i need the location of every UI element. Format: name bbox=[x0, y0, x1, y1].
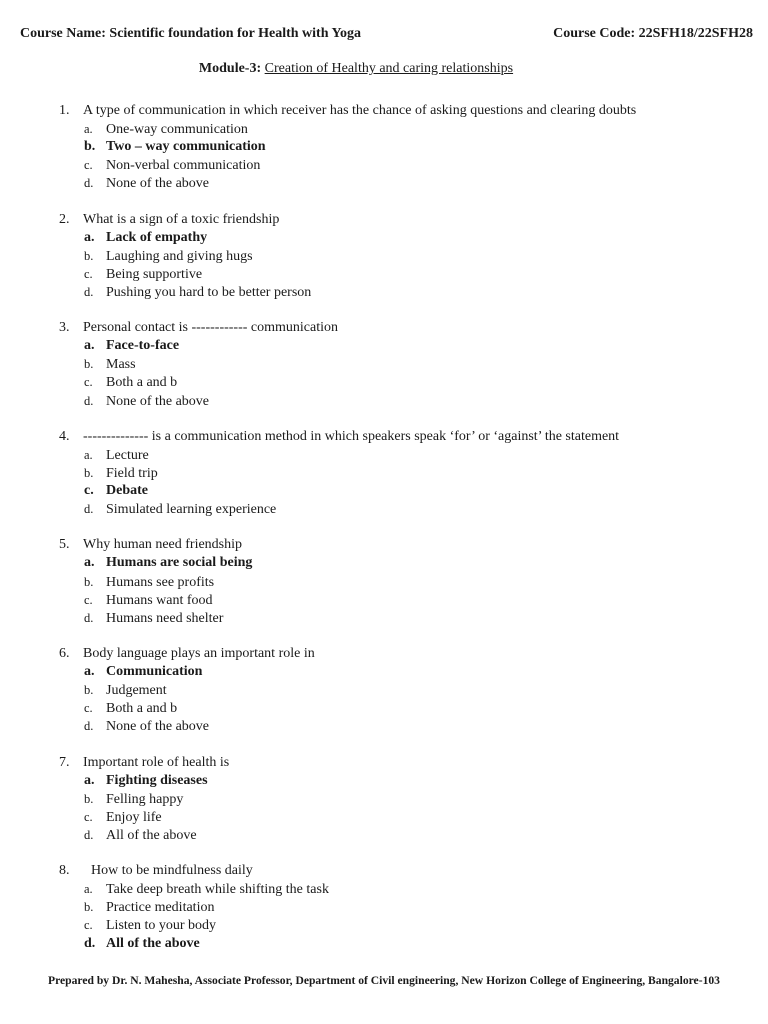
option-letter: b. bbox=[84, 791, 94, 806]
option-letter: c. bbox=[84, 592, 93, 607]
option-text: Felling happy bbox=[106, 791, 184, 807]
option-text: Mass bbox=[106, 357, 136, 373]
option-text: All of the above bbox=[106, 935, 200, 951]
option-letter: d. bbox=[84, 502, 94, 517]
option-b bbox=[84, 573, 214, 591]
question-number: 3. bbox=[59, 320, 70, 336]
question-5-stem bbox=[59, 536, 242, 554]
option-text: Humans are social being bbox=[106, 555, 253, 571]
option-text: Humans want food bbox=[106, 592, 213, 608]
question-text: Important role of health is bbox=[83, 754, 230, 770]
option-b bbox=[84, 247, 253, 265]
option-text: Fighting diseases bbox=[106, 772, 208, 788]
option-a bbox=[84, 446, 149, 464]
option-d bbox=[84, 717, 209, 735]
option-c bbox=[84, 699, 177, 717]
option-c bbox=[84, 373, 177, 391]
option-text: Humans need shelter bbox=[106, 610, 224, 626]
option-text: Humans see profits bbox=[106, 574, 215, 590]
question-list bbox=[0, 102, 768, 971]
option-text: None of the above bbox=[106, 176, 210, 192]
question-8 bbox=[0, 862, 768, 971]
option-text: Judgement bbox=[106, 683, 167, 699]
question-text: -------------- is a communication method in which speakers speak ‘for’ or ‘against’ the statement bbox=[83, 428, 620, 444]
option-text: Pushing you hard to be better person bbox=[106, 284, 312, 300]
option-letter: b. bbox=[84, 465, 94, 480]
option-text: Simulated learning experience bbox=[106, 502, 277, 518]
question-4-stem bbox=[59, 428, 619, 446]
option-text: Debate bbox=[106, 483, 148, 499]
option-letter: d. bbox=[84, 284, 94, 299]
option-text: Being supportive bbox=[106, 266, 203, 282]
option-letter: c. bbox=[84, 701, 93, 716]
option-c bbox=[84, 916, 216, 934]
option-b bbox=[84, 790, 183, 808]
option-d-answer bbox=[84, 935, 200, 953]
option-letter: c. bbox=[84, 158, 93, 173]
option-d bbox=[84, 826, 197, 844]
option-letter: a. bbox=[84, 555, 95, 571]
option-b bbox=[84, 464, 158, 482]
option-letter: d. bbox=[84, 610, 94, 625]
question-6 bbox=[0, 645, 768, 754]
question-1-stem bbox=[59, 102, 636, 120]
option-a-answer bbox=[84, 337, 179, 355]
question-5 bbox=[0, 536, 768, 645]
option-a bbox=[84, 880, 329, 898]
question-2 bbox=[0, 211, 768, 320]
prepared-by-footer: Prepared by Dr. N. Mahesha, Associate Professor, Department of Civil engineering, New Horizon College of Engineering, Bangalore-103 bbox=[48, 974, 720, 987]
question-text: Personal contact is ------------ communication bbox=[83, 320, 339, 336]
option-letter: a. bbox=[84, 664, 95, 680]
option-letter: b. bbox=[84, 248, 94, 263]
option-text: Practice meditation bbox=[106, 900, 215, 916]
question-3-stem bbox=[59, 319, 338, 337]
question-number: 5. bbox=[59, 537, 70, 553]
option-b bbox=[84, 898, 214, 916]
option-letter: b. bbox=[84, 900, 94, 915]
option-text: Take deep breath while shifting the task bbox=[106, 882, 329, 898]
question-text: Why human need friendship bbox=[83, 537, 243, 553]
option-letter: d. bbox=[84, 827, 94, 842]
option-text: Face-to-face bbox=[106, 338, 180, 354]
option-c bbox=[84, 808, 162, 826]
option-letter: a. bbox=[84, 772, 95, 788]
option-a-answer bbox=[84, 772, 208, 790]
option-d bbox=[84, 174, 209, 192]
option-b bbox=[84, 681, 167, 699]
option-d bbox=[84, 392, 209, 410]
option-d bbox=[84, 500, 276, 518]
question-4 bbox=[0, 428, 768, 537]
question-7-stem bbox=[59, 754, 229, 772]
option-text: One-way communication bbox=[106, 122, 248, 138]
question-number: 4. bbox=[59, 428, 70, 444]
option-letter: d. bbox=[84, 176, 94, 191]
option-c-answer bbox=[84, 482, 148, 500]
question-text: How to be mindfulness daily bbox=[91, 863, 253, 879]
option-c bbox=[84, 265, 202, 283]
option-a bbox=[84, 120, 248, 138]
module-name: Creation of Healthy and caring relationships bbox=[264, 61, 514, 76]
question-2-stem bbox=[59, 211, 279, 229]
question-text: What is a sign of a toxic friendship bbox=[83, 211, 280, 227]
option-text: Communication bbox=[106, 664, 203, 680]
option-text: Laughing and giving hugs bbox=[106, 248, 253, 264]
option-b bbox=[84, 355, 136, 373]
question-1 bbox=[0, 102, 768, 211]
option-letter: a. bbox=[84, 229, 95, 245]
option-text: Listen to your body bbox=[106, 918, 217, 934]
option-letter: c. bbox=[84, 375, 93, 390]
option-c bbox=[84, 156, 260, 174]
option-a-answer bbox=[84, 554, 252, 572]
option-text: None of the above bbox=[106, 393, 210, 409]
question-3 bbox=[0, 319, 768, 428]
option-letter: d. bbox=[84, 935, 96, 951]
option-letter: c. bbox=[84, 266, 93, 281]
question-7 bbox=[0, 754, 768, 863]
option-a-answer bbox=[84, 663, 202, 681]
option-d bbox=[84, 609, 223, 627]
course-code: Course Code: 22SFH18/22SFH28 bbox=[553, 26, 753, 41]
option-text: All of the above bbox=[106, 827, 197, 843]
option-letter: c. bbox=[84, 483, 94, 499]
option-c bbox=[84, 591, 213, 609]
option-letter: b. bbox=[84, 574, 94, 589]
option-d bbox=[84, 283, 311, 301]
option-text: None of the above bbox=[106, 719, 210, 735]
option-a-answer bbox=[84, 229, 207, 247]
question-number: 2. bbox=[59, 211, 70, 227]
option-b-answer bbox=[84, 138, 266, 156]
option-text: Non-verbal communication bbox=[106, 158, 261, 174]
option-letter: a. bbox=[84, 122, 93, 137]
course-name: Course Name: Scientific foundation for Health with Yoga bbox=[20, 26, 362, 41]
option-letter: a. bbox=[84, 338, 95, 354]
option-text: Field trip bbox=[106, 465, 158, 481]
option-text: Enjoy life bbox=[106, 809, 162, 825]
question-text: A type of communication in which receiver has the chance of asking questions and clearing doubts bbox=[83, 103, 637, 118]
module-label: Module-3: bbox=[198, 61, 262, 76]
option-text: Lecture bbox=[106, 447, 149, 463]
question-8-stem bbox=[59, 862, 253, 880]
option-letter: b. bbox=[84, 683, 94, 698]
option-letter: a. bbox=[84, 447, 93, 462]
question-number: 6. bbox=[59, 645, 70, 661]
option-letter: d. bbox=[84, 719, 94, 734]
option-text: Both a and b bbox=[106, 701, 178, 717]
option-letter: b. bbox=[84, 357, 94, 372]
option-letter: d. bbox=[84, 393, 94, 408]
option-letter: b. bbox=[84, 139, 96, 155]
question-number: 7. bbox=[59, 754, 70, 770]
question-text: Body language plays an important role in bbox=[83, 645, 315, 661]
option-letter: c. bbox=[84, 809, 93, 824]
question-number: 1. bbox=[59, 103, 70, 118]
option-letter: a. bbox=[84, 882, 93, 897]
option-letter: c. bbox=[84, 918, 93, 933]
question-number: 8. bbox=[59, 863, 70, 879]
option-text: Both a and b bbox=[106, 375, 178, 391]
module-title bbox=[0, 61, 712, 77]
option-text: Lack of empathy bbox=[106, 229, 208, 245]
option-text: Two – way communication bbox=[106, 139, 266, 155]
question-6-stem bbox=[59, 645, 315, 663]
